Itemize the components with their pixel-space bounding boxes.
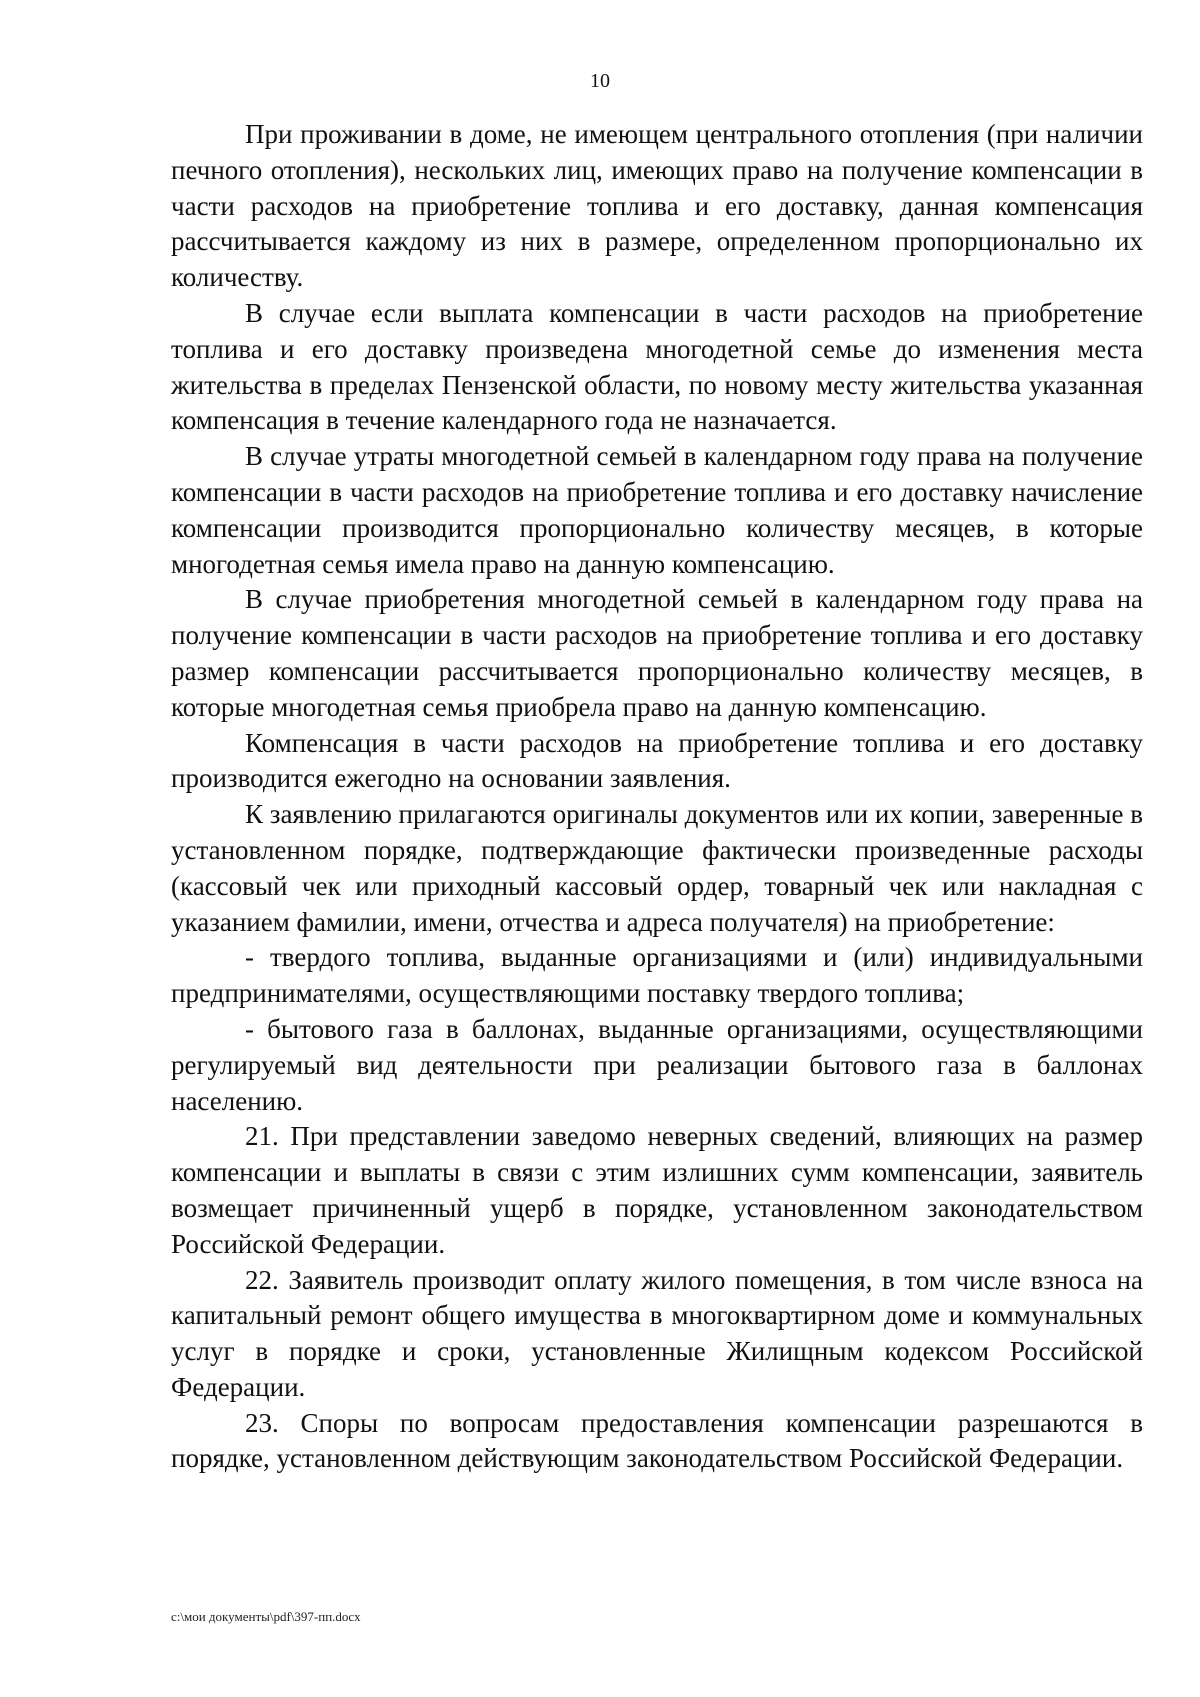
clause-22: 22. Заявитель производит оплату жилого помещения, в том числе взноса на капитальный ремонт общего имущества в многоквартирном доме и коммунальных услуг в порядке и сроки, установленные Жилищным кодексом Российской Федерации. [171,1264,1143,1402]
document-body [171,117,1143,1477]
list-item-solid-fuel: - твердого топлива, выданные организациями и (или) индивидуальными предпринимателями, осуществляющими поставку твердого топлива; [171,942,1143,1009]
footer-file-path: c:\мои документы\pdf\397-пп.docx [171,1609,361,1624]
paragraph-heating-multiple-persons: При проживании в доме, не имеющем центрального отопления (при наличии печного отопления), нескольких лиц, имеющих право на получение компенсации в части расходов на приобретение топлива и его доставку, данная компенсация рассчитывается каждому из них в размере, определенном пропорционально их количеству. [171,119,1143,293]
paragraph-acquisition-of-right: В случае приобретения многодетной семьей в календарном году права на получение компенсации в части расходов на приобретение топлива и его доставку размер компенсации рассчитывается пропорционально количеству месяцев, в которые многодетная семья приобрела право на данную компенсацию. [171,584,1143,722]
paragraph-required-documents: К заявлению прилагаются оригиналы документов или их копии, заверенные в установленном порядке, подтверждающие фактически произведенные расходы (кассовый чек или приходный кассовый ордер, товарный чек или накладная с указанием фамилии, имени, отчества и адреса получателя) на приобретение: [171,799,1143,937]
paragraph-loss-of-right: В случае утраты многодетной семьей в календарном году права на получение компенсации в части расходов на приобретение топлива и его доставку начисление компенсации производится пропорционально количеству месяцев, в которые многодетная семья имела право на данную компенсацию. [171,441,1143,579]
clause-23: 23. Споры по вопросам предоставления компенсации разрешаются в порядке, установленном действующим законодательством Российской Федерации. [171,1407,1143,1474]
clause-21: 21. При представлении заведомо неверных сведений, влияющих на размер компенсации и выплаты в связи с этим излишних сумм компенсации, заявитель возмещает причиненный ущерб в порядке, установленном законодательством Российской Федерации. [171,1121,1143,1259]
paragraph-change-of-residence: В случае если выплата компенсации в части расходов на приобретение топлива и его доставку произведена многодетной семье до изменения места жительства в пределах Пензенской области, по новому месту жительства указанная компенсация в течение календарного года не назначается. [171,297,1143,436]
page-number: 10 [590,70,610,92]
paragraph-annual-payment: Компенсация в части расходов на приобретение топлива и его доставку производится ежегодно на основании заявления. [171,727,1143,794]
list-item-bottled-gas: - бытового газа в баллонах, выданные организациями, осуществляющими регулируемый вид деятельности при реализации бытового газа в баллонах населению. [171,1013,1143,1116]
